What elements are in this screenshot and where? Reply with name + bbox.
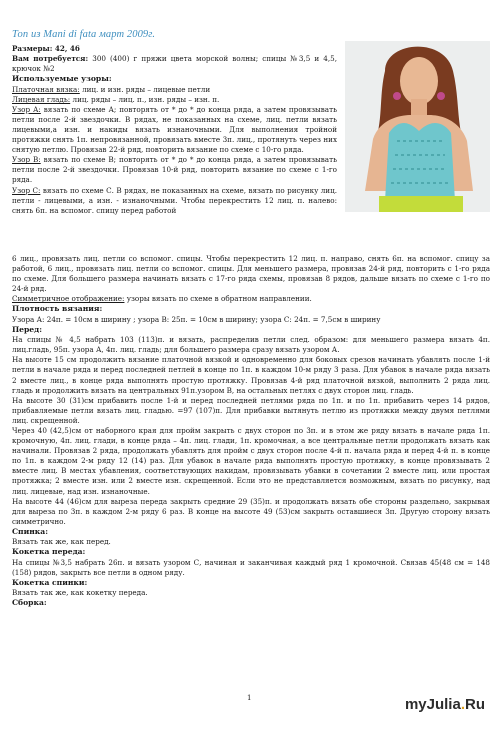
front-paragraph-3: На высоте 30 (31)см прибавить после 1-й и перед последней петлями ряда по 1п. и по 1п. прибавить через 14 рядов, прибавляемые петли вязать лиц. гладью. =97 (107)п. Для прибавки вытянуть петлю из протяжки между двумя петлями лиц. скрещенной. (12, 395, 490, 425)
yoke-back-text: Вязать так же, как кокетку переда. (12, 588, 148, 598)
model-photo-illustration (345, 41, 490, 212)
main-text (12, 254, 490, 609)
density-text: Узора А: 24п. = 10см в ширину ; узора В: 25п. = 10см в ширину; узора С: 24п. = 7,5см в ширину (12, 314, 381, 324)
back-heading: Спинка: (12, 526, 48, 536)
pattern-b (12, 155, 337, 185)
pattern-b-label: Узор В: (12, 155, 41, 165)
watermark-suffix: Ru (465, 696, 485, 713)
page-number: 1 (247, 694, 252, 702)
materials (12, 54, 337, 74)
yoke-front-heading: Кокетка переда: (12, 547, 86, 557)
patterns-heading: Используемые узоры: (12, 74, 112, 84)
front-paragraph-1: На спицы № 4,5 набрать 103 (113)п. и вязать, распределив петли след. образом: для меньшего размера вязать 4п. лиц.гладь, 95п. узора А, 4п. лиц. гладь; для большего размера сразу вязать узором А. (12, 335, 490, 355)
pattern-a-label: Узор А: (12, 104, 41, 114)
pattern-c-text: вязать по схеме С. В рядах, не показанных на схеме, вязать по рисунку лиц. петли - лицевыми, а изн. - изнаночными. Чтобы перекрестить 12 лиц. п. налево: снять 6п. на вспомог. спицу перед работой (12, 185, 337, 215)
pattern-garter (12, 85, 337, 95)
left-column (12, 44, 337, 216)
watermark-logo (405, 696, 485, 713)
pattern-a-text: вязать по схеме А; повторять от * до * до конца ряда, а затем провязывать петли после 2-й звездочки. В рядах, не показанных на схеме, лиц. петли вязать лицевыми,а изн. и накиды вязать изнаночными. Для выполнения тройной протяжки снять 1п. непровязанной, провязать вместе 3п. лиц., протянуть через них снятую петлю. Провязав 22-й ряд, повторить вязание по схеме с 10-го ряда. (12, 104, 337, 155)
pattern-c-label: Узор С: (12, 185, 41, 195)
pattern-stockinette-text: лиц. ряды – лиц. п., изн. ряды – изн. п. (72, 94, 220, 104)
materials-label: Вам потребуется: (12, 54, 89, 64)
sizes: Размеры: 42, 46 (12, 44, 80, 53)
pattern-stockinette-label: Лицевая гладь: (12, 94, 71, 104)
model-photo (345, 41, 490, 212)
pattern-c-continued: 6 лиц., провязать лиц. петли со вспомог. спицы. Чтобы перекрестить 12 лиц. п. направо, снять 6п. на вспомог. спицу за работой, 6 лиц., провязать лиц. петли со вспомог. спицы. Для меньшего размера, провязав 24-й ряд, повторить с 1-го ряда по схеме. Для большего размера начинать вязать с 17-го ряда схемы, провязав 8 рядов, дальше вязать по схеме с 1-го по 24-й ряд. (12, 254, 490, 294)
pattern-a (12, 105, 337, 155)
front-heading: Перед: (12, 324, 43, 334)
materials-text: 300 (400) г пряжи цвета морской волны; спицы №3,5 и 4,5, крючок №2 (12, 54, 337, 74)
pattern-symmetric-text: узоры вязать по схеме в обратном направлении. (126, 294, 312, 304)
page-title: Топ из Mani di fata март 2009г. (12, 29, 156, 40)
back-text: Вязать так же, как перед. (12, 537, 111, 547)
assembly-heading: Сборка: (12, 598, 47, 608)
watermark-dot: . (460, 696, 465, 713)
pattern-b-text: вязать по схеме В; повторять от * до * до конца ряда, а затем провязывать петли после 2-й звездочки. Провязав 10-й ряд, повторить вязание по схеме с 1-го ряда. (12, 155, 337, 185)
yoke-front-text: На спицы №3,5 набрать 26п. и вязать узором С, начиная и заканчивая каждый ряд 1 кромочной. Связав 45(48 см = 148 (158) рядов, закрыть все петли в одном ряду. (12, 557, 490, 577)
front-paragraph-5: На высоте 44 (46)см для выреза переда закрыть средние 29 (35)п. и продолжать вязать обе стороны раздельно, закрывая для выреза по 3п. в каждом 2-м ряду 6 раз. В конце на высоте 49 (53)см закрыть оставшиеся 3п. Другую сторону вязать симметрично. (12, 496, 490, 526)
pattern-c (12, 186, 337, 216)
front-paragraph-4: Через 40 (42,5)см от наборного края для пройм закрыть с двух сторон по 3п. и в этом же ряду вязать в начале ряда 1п. кромочную, 4п. лиц. глади, в конце ряда – 4п. лиц. глади, 1п. кромочная, а все центральные петли продолжать вязать как начинали. Провязав 2 ряда, продолжать убавлять для пройм с двух сторон после 4-й п. начала ряда и перед 4-й п. в конце по 1п. в каждом 2-м ряду 12 (14) раз. Для убавок в начале ряда выполнять простую протяжку, в конце провязывать 2 вместе лиц. В местах убавления, соответствующих накидам, провязывать убавки в сочетании 2 вместе лиц. или простая протяжка; 2 вместе изн. или 2 вместе изн. скрещенной. Если это не представляется возможным, вязать по рисунку, над лиц. лицевые, над изн. изнаночные. (12, 426, 490, 496)
watermark-brand: myJulia (404, 696, 461, 713)
pattern-stockinette (12, 95, 337, 105)
front-paragraph-2: На высоте 15 см продолжить вязание платочной вязкой и одновременно для боковых срезов начинать убавлять после 1-й петли в начале ряда и перед последней петлей в конце по 1п. в каждом 10-м ряду 3 раза. Для убавок в начале ряда вязать 2 вместе лиц., в конце ряда выполнять простую протяжку. Провязав 4-й ряд платочной вязкой, выполнить 2 ряда лиц. гладь и продолжить вязать на центральных 91п.узором В, на остальных петлях с двух сторон лиц. гладь. (12, 355, 490, 395)
pattern-garter-text: лиц. и изн. ряды – лицевые петли (82, 84, 211, 94)
yoke-back-heading: Кокетка спинки: (12, 577, 88, 587)
pattern-symmetric (12, 294, 490, 304)
density-heading: Плотность вязания: (12, 304, 103, 314)
pattern-symmetric-label: Симметричное отображение: (12, 294, 125, 304)
pattern-garter-label: Платочная вязка: (12, 84, 80, 94)
